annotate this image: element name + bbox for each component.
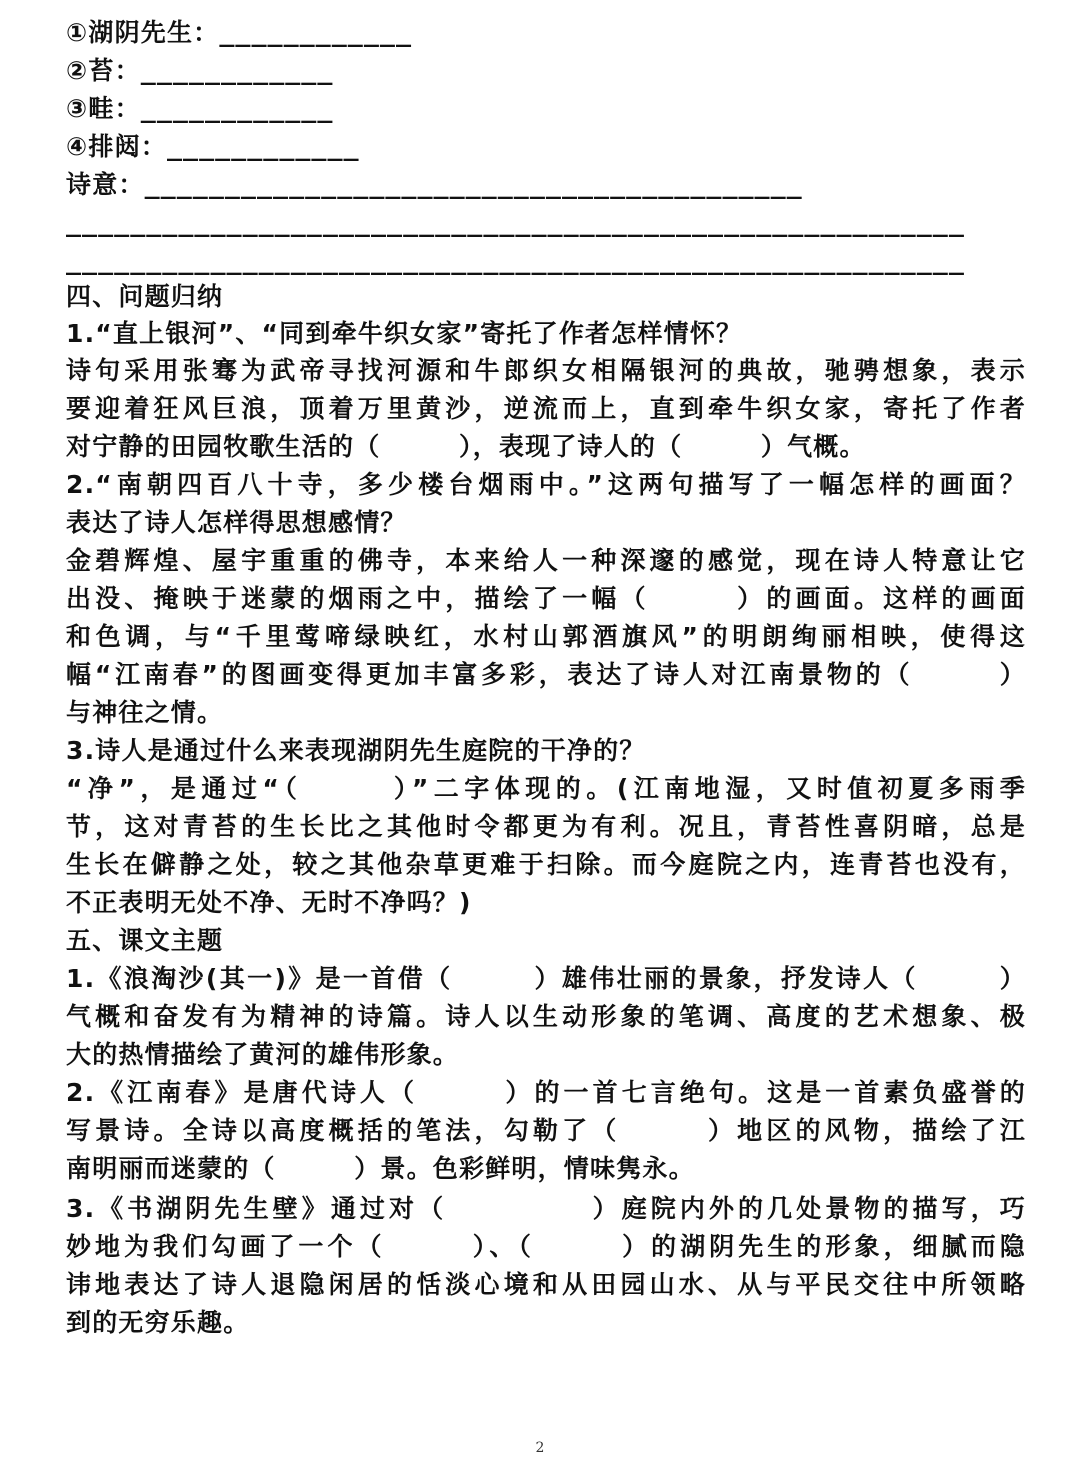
fill-blank: ____________ xyxy=(219,18,412,47)
question-text: 3.诗人是通过什么来表现湖阴先生庭院的干净的？ xyxy=(66,736,646,765)
theme-line: 3.《书湖阴先生壁》通过对（ ）庭院内外的几处景物的描写，巧 xyxy=(66,1194,1026,1223)
fill-blank: ________________________________________________________ xyxy=(66,246,965,275)
theme-line: 1.《浪淘沙(其一)》是一首借（ ）雄伟壮丽的景象，抒发诗人（ ） xyxy=(66,964,1026,993)
question-text: 1.“直上银河”、“同到牵牛织女家”寄托了作者怎样情怀？ xyxy=(66,319,743,348)
answer-line: 不正表明无处不净、无时不净吗？) xyxy=(66,888,472,917)
poem-meaning-line xyxy=(66,204,1026,242)
poem-meaning-label: 诗意： xyxy=(66,170,145,199)
answer-line: 和色调，与“千里莺啼绿映红，水村山郭酒旗风”的明朗绚丽相映，使得这 xyxy=(66,622,1026,651)
theme-line: 大的热情描绘了黄河的雄伟形象。 xyxy=(66,1040,460,1069)
vocab-item-tai xyxy=(66,52,1026,90)
vocab-label: ④排闼： xyxy=(66,132,167,161)
fill-blank: ____________ xyxy=(166,132,360,161)
theme-line: 写景诗。全诗以高度概括的笔法，勾勒了（ ）地区的风物，描绘了江 xyxy=(66,1116,1026,1145)
answer-line: 要迎着狂风巨浪，顶着万里黄沙，逆流而上，直到牵牛织女家，寄托了作者 xyxy=(66,394,1026,423)
theme-line: 讳地表达了诗人退隐闲居的恬淡心境和从田园山水、从与平民交往中所领略 xyxy=(66,1270,1026,1299)
vocab-label: ②苔： xyxy=(66,56,141,85)
vocab-item-paita xyxy=(66,128,1026,166)
answer-line: 对宁静的田园牧歌生活的（ ），表现了诗人的（ ）气概。 xyxy=(66,432,866,461)
page-number: 2 xyxy=(535,1440,545,1456)
theme-line: 2.《江南春》是唐代诗人（ ）的一首七言绝句。这是一首素负盛誉的 xyxy=(66,1078,1026,1107)
question-text: 2.“南朝四百八十寺，多少楼台烟雨中。”这两句描写了一幅怎样的画面？ xyxy=(66,470,1026,499)
theme-line: 南明丽而迷蒙的（ ）景。色彩鲜明，情味隽永。 xyxy=(66,1154,695,1183)
fill-blank: ____________ xyxy=(140,94,334,123)
vocab-item-qi xyxy=(66,90,1026,128)
theme-line: 妙地为我们勾画了一个（ ）、（ ）的湖阴先生的形象，细腻而隐 xyxy=(66,1232,1026,1261)
answer-line: 与神往之情。 xyxy=(66,698,224,727)
vocab-label: ③畦： xyxy=(66,94,141,123)
answer-line: 诗句采用张骞为武帝寻找河源和牛郎织女相隔银河的典故，驰骋想象，表示 xyxy=(66,356,1026,385)
answer-line: “净”，是通过“（ ）”二字体现的。(江南地湿，又时值初夏多雨季 xyxy=(66,774,1026,803)
vocab-item-huyin xyxy=(66,14,1026,52)
poem-meaning-line xyxy=(66,242,1026,280)
answer-line: 出没、掩映于迷蒙的烟雨之中，描绘了一幅（ ）的画面。这样的画面 xyxy=(66,584,1026,613)
answer-line: 幅“江南春”的图画变得更加丰富多彩，表达了诗人对江南景物的（ ） xyxy=(66,660,1026,689)
vocab-label: ①湖阴先生： xyxy=(66,18,220,47)
question-text: 表达了诗人怎样得思想感情？ xyxy=(66,508,407,537)
answer-line: 金碧辉煌、屋宇重重的佛寺，本来给人一种深邃的感觉，现在诗人特意让它 xyxy=(66,546,1026,575)
fill-blank: ____________ xyxy=(140,56,334,85)
section-heading: 五、课文主题 xyxy=(66,926,224,955)
fill-blank: ________________________________________________________ xyxy=(66,208,965,237)
poem-meaning-line xyxy=(66,166,1026,204)
section-heading: 四、问题归纳 xyxy=(66,282,224,311)
answer-line: 生长在僻静之处，较之其他杂草更难于扫除。而今庭院之内，连青苔也没有， xyxy=(66,850,1026,879)
answer-line: 节，这对青苔的生长比之其他时令都更为有利。况且，青苔性喜阴暗，总是 xyxy=(66,812,1026,841)
fill-blank: _________________________________________ xyxy=(144,170,803,199)
theme-line: 气概和奋发有为精神的诗篇。诗人以生动形象的笔调、高度的艺术想象、极 xyxy=(66,1002,1026,1031)
theme-line: 到的无穷乐趣。 xyxy=(66,1308,250,1337)
